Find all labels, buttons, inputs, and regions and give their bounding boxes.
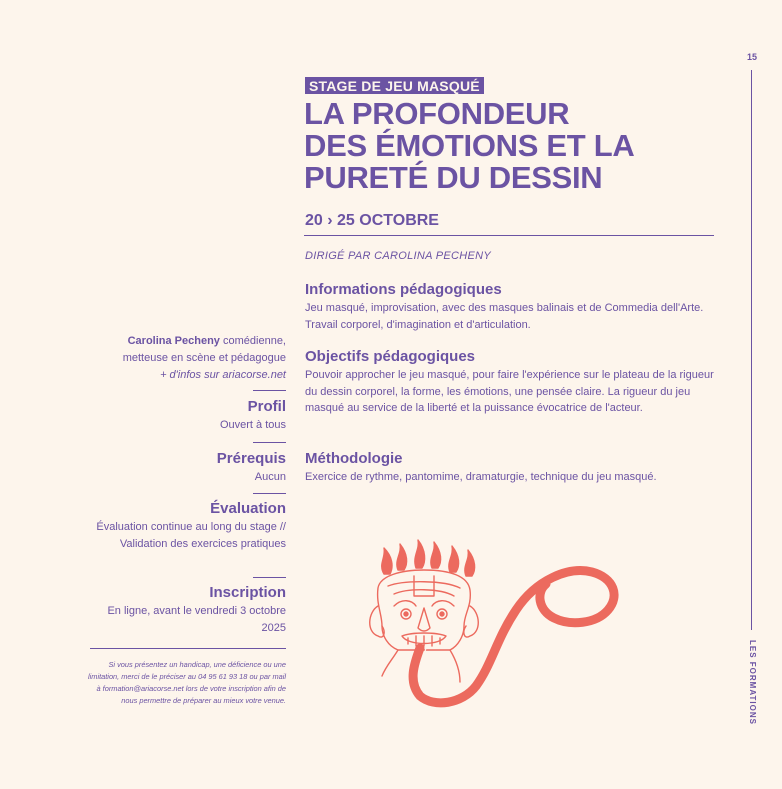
info-profil [88,398,286,434]
info-value: En ligne, avant le vendredi 3 octobre 2025 [107,605,286,634]
section-heading: Informations pédagogiques [305,281,502,298]
info-inscription [88,584,286,636]
info-value: Ouvert à tous [219,419,286,431]
section-text: Exercice de rythme, pantomime, dramaturgie, technique du jeu masqué. [305,471,657,483]
info-divider [253,577,286,578]
info-value: Évaluation continue au long du stage // Validation des exercices pratiques [96,521,286,550]
info-evaluation [88,500,286,552]
note-divider [90,648,286,649]
mask-illustration [364,536,624,708]
info-divider [253,442,286,443]
section-objectifs [305,348,717,417]
info-heading: Profil [247,398,286,415]
title-line-2: DES ÉMOTIONS ET LA [304,128,635,163]
accessibility-note: Si vous présentez un handicap, une déficience ou une limitation, merci de le préciser au 04 95 61 93 18 ou par mail à formation@ariacorse.net lors de votre inscription afin de nous permettre de préparer au mieux votre venue. [88,660,287,705]
info-prerequis [88,450,286,486]
page-number: 15 [747,52,758,62]
instructor-link[interactable]: + d'infos sur ariacorse.net [160,369,286,381]
side-section-label: LES FORMATIONS [748,640,757,725]
dates-divider [304,235,714,236]
info-divider [253,390,286,391]
instructor-roles: comédienne, metteuse en scène et pédagogue [122,335,286,364]
title-line-1: LA PROFONDEUR [304,96,570,131]
section-text: Pouvoir approcher le jeu masqué, pour faire l'expérience sur le plateau de la rigueur du dessin corporel, la forme, les émotions, une pensée claire. La rigueur du jeu masqué au service de la liberté et la puissance évocatrice de l'acteur. [305,369,714,414]
section-heading: Méthodologie [305,450,403,467]
section-informations [305,281,717,333]
section-heading: Objectifs pédagogiques [305,348,476,365]
info-divider [253,493,286,494]
info-heading: Prérequis [216,450,286,467]
info-value: Aucun [254,471,286,483]
course-dates: 20 › 25 OCTOBRE [305,212,439,229]
info-heading: Inscription [209,584,286,601]
instructor-name: Carolina Pecheny [127,335,220,347]
course-tag: STAGE DE JEU MASQUÉ [305,77,484,94]
director-line: DIRIGÉ PAR CAROLINA PECHENY [305,250,491,262]
page-title [304,98,724,194]
section-text: Jeu masqué, improvisation, avec des masques balinais et de Commedia dell'Arte. Travail corporel, d'imagination et d'articulation. [305,302,704,331]
info-heading: Évaluation [210,500,286,517]
section-methodologie [305,450,717,486]
title-line-3: PURETÉ DU DESSIN [304,160,603,195]
side-divider [751,70,752,630]
instructor-bio [88,333,286,384]
